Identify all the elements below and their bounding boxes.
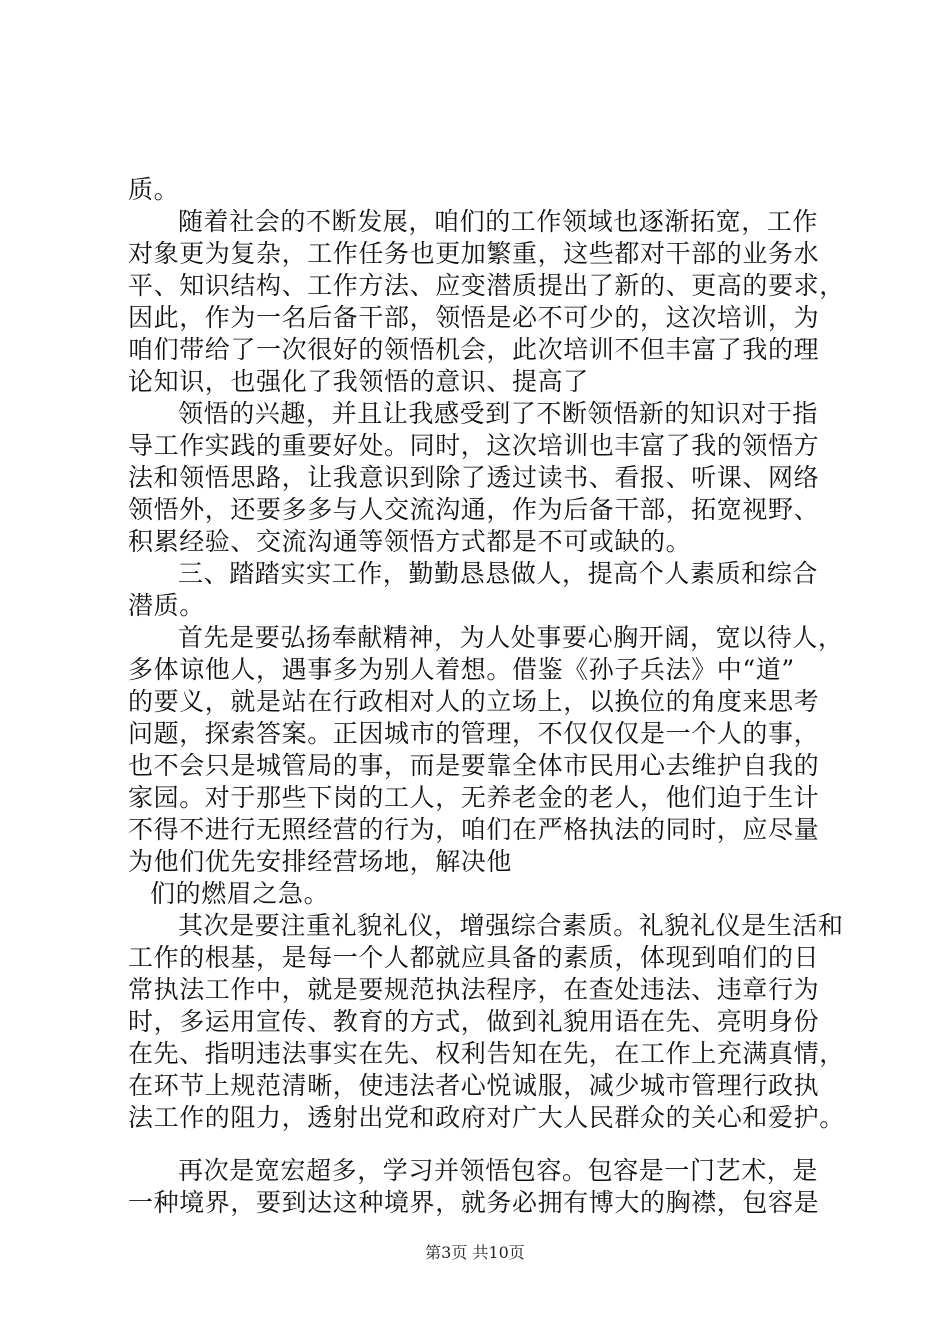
- text-line: 平、知识结构、工作方法、应变潜质提出了新的、更高的要求，: [128, 271, 845, 300]
- text-line: 论知识，也强化了我领悟的意识、提高了: [128, 367, 589, 396]
- page-number-footer: 第3页 共10页: [425, 1243, 525, 1262]
- text-line: 再次是宽宏超多，学习并领悟包容。包容是一门艺术，是: [178, 1156, 819, 1185]
- text-line: 其次是要注重礼貌礼仪，增强综合素质。礼貌礼仪是生活和: [178, 911, 844, 940]
- section-heading: 三、踏踏实实工作，勤勤恳恳做人，提高个人素质和综合: [178, 559, 819, 588]
- text-line: 首先是要弘扬奉献精神，为人处事要心胸开阔，宽以待人，: [178, 623, 844, 652]
- text-line: 时，多运用宣传、教育的方式，做到礼貌用语在先、亮明身份: [128, 1007, 820, 1036]
- text-line: 在先、指明违法事实在先、权利告知在先，在工作上充满真情，: [128, 1039, 845, 1068]
- text-line: 为他们优先安排经营场地，解决他: [128, 847, 513, 876]
- text-line: 导工作实践的重要好处。同时，这次培训也丰富了我的领悟方: [128, 431, 820, 460]
- text-line: 家园。对于那些下岗的工人，无养老金的老人，他们迫于生计: [128, 783, 820, 812]
- text-line: 质。: [128, 175, 180, 204]
- text-line: 们的燃眉之急。: [150, 879, 330, 908]
- text-line: 问题，探索答案。正因城市的管理，不仅仅仅是一个人的事，: [128, 719, 820, 748]
- text-line: 咱们带给了一次很好的领悟机会，此次培训不但丰富了我的理: [128, 335, 820, 364]
- text-line: 因此，作为一名后备干部，领悟是必不可少的，这次培训，为: [128, 303, 820, 332]
- text-line: 对象更为复杂，工作任务也更加繁重，这些都对干部的业务水: [128, 239, 820, 268]
- text-line: 法工作的阻力，透射出党和政府对广大人民群众的关心和爱护。: [128, 1103, 845, 1132]
- section-heading-continued: 潜质。: [128, 591, 205, 620]
- text-line: 积累经验、交流沟通等领悟方式都是不可或缺的。: [128, 527, 692, 556]
- text-line: 在环节上规范清晰，使违法者心悦诚服，减少城市管理行政执: [128, 1071, 820, 1100]
- text-line: 法和领悟思路，让我意识到除了透过读书、看报、听课、网络: [128, 463, 820, 492]
- text-line: 常执法工作中，就是要规范执法程序，在查处违法、违章行为: [128, 975, 820, 1004]
- text-line: 工作的根基，是每一个人都就应具备的素质，体现到咱们的日: [128, 943, 820, 972]
- text-line: 一种境界，要到达这种境界，就务必拥有博大的胸襟，包容是: [128, 1188, 820, 1217]
- text-line: 领悟的兴趣，并且让我感受到了不断领悟新的知识对于指: [178, 399, 819, 428]
- text-line: 随着社会的不断发展，咱们的工作领域也逐渐拓宽，工作: [178, 207, 819, 236]
- text-line: 领悟外，还要多多与人交流沟通，作为后备干部，拓宽视野、: [128, 495, 820, 524]
- text-line: 不得不进行无照经营的行为，咱们在严格执法的同时，应尽量: [128, 815, 820, 844]
- text-line: 多体谅他人，遇事多为别人着想。借鉴《孙子兵法》中“道”: [128, 655, 795, 684]
- text-line: 的要义，就是站在行政相对人的立场上，以换位的角度来思考: [128, 687, 820, 716]
- text-line: 也不会只是城管局的事，而是要靠全体市民用心去维护自我的: [128, 751, 820, 780]
